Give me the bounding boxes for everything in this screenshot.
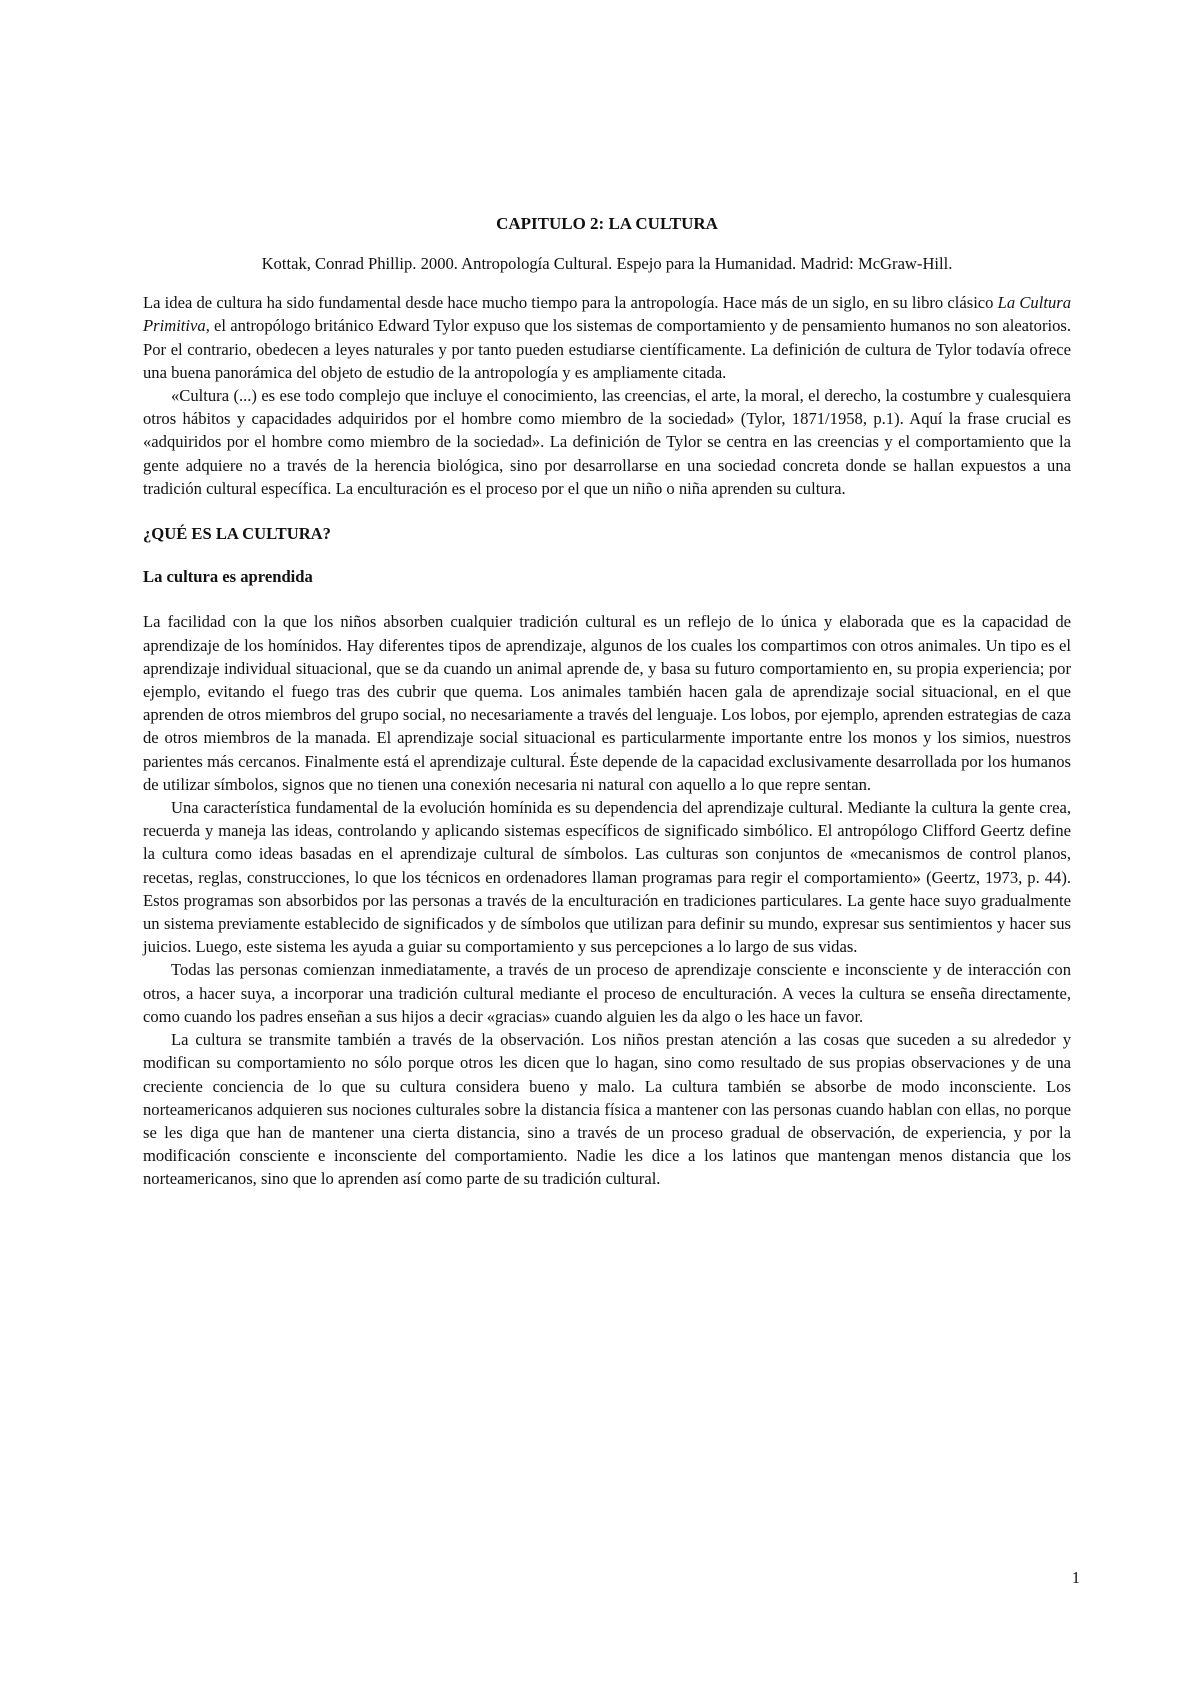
body-paragraph-2: Una característica fundamental de la evolución homínida es su dependencia del aprendizaje cultural. Mediante la cultura la gente crea, recuerda y maneja las ideas, controlando y aplicando sistemas específicos de significado simbólico. El antropólogo Clifford Geertz define la cultura como ideas basadas en el aprendizaje cultural de símbolos. Las culturas son conjuntos de «mecanismos de control planos, recetas, reglas, construcciones, lo que los técnicos en ordenadores llaman programas para regir el comportamiento» (Geertz, 1973, p. 44). Estos programas son absorbidos por las personas a través de la enculturación en tradiciones particulares. La gente hace suyo gradualmente un sistema previamente establecido de significados y de símbolos que utilizan para definir su mundo, expresar sus sentimientos y hacer sus juicios. Luego, este sistema les ayuda a guiar su comportamiento y sus percepciones a lo largo de sus vidas. (143, 798, 1071, 957)
body-paragraph-4: La cultura se transmite también a través de la observación. Los niños prestan atención a las cosas que suceden a su alrededor y modifican su comportamiento no sólo porque otros les dicen que lo hagan, sino como resultado de sus propias observaciones y de una creciente conciencia de lo que su cultura considera bueno y malo. La cultura también se absorbe de modo inconsciente. Los norteamericanos adquieren sus nociones culturales sobre la distancia física a mantener con las personas cuando hablan con ellas, no porque se les diga que han de mantener una cierta distancia, sino a través de un proceso gradual de observación, de experiencia, y por la modificación consciente e inconsciente del comportamiento. Nadie les dice a los latinos que mantengan menos distancia que los norteamericanos, sino que lo aprenden así como parte de su tradición cultural. (143, 1030, 1071, 1189)
body-paragraph-1: La facilidad con la que los niños absorben cualquier tradición cultural es un reflejo de lo única y elaborada que es la capacidad de aprendizaje de los homínidos. Hay diferentes tipos de aprendizaje, algunos de los cuales los compartimos con otros animales. Un tipo es el aprendizaje individual situacional, que se da cuando un animal aprende de, y basa su futuro comportamiento en, su propia experiencia; por ejemplo, evitando el fuego tras des cubrir que quema. Los animales también hacen gala de aprendizaje social situacional, en el que aprenden de otros miembros del grupo social, no necesariamente a través del lenguaje. Los lobos, por ejemplo, aprenden estrategias de caza de otros miembros de la manada. El aprendizaje social situacional es particularmente importante entre los monos y los simios, nuestros parientes más cercanos. Finalmente está el aprendizaje cultural. Éste depende de la capacidad exclusivamente desarrollada por los humanos de utilizar símbolos, signos que no tienen una conexión necesaria ni natural con aquello a lo que repre sentan. (143, 612, 1071, 794)
page-number: 1 (1071, 1568, 1080, 1587)
intro-paragraph-2: «Cultura (...) es ese todo complejo que incluye el conocimiento, las creencias, el arte, la moral, el derecho, la costumbre y cualesquiera otros hábitos y capacidades adquiridos por el hombre como miembro de la sociedad» (Tylor, 1871/1958, p.1). Aquí la frase crucial es «adquiridos por el hombre como miembro de la sociedad». La definición de Tylor se centra en las creencias y el comportamiento que la gente adquiere no a través de la herencia biológica, sino por desarrollarse en una sociedad concreta donde se hallan expuestos a una tradición cultural específica. La enculturación es el proceso por el que un niño o niña aprenden su cultura. (143, 386, 1071, 498)
bibliographic-citation: Kottak, Conrad Phillip. 2000. Antropología Cultural. Espejo para la Humanidad. Madrid: McGraw-Hill. (261, 254, 953, 273)
section-heading: ¿QUÉ ES LA CULTURA? (143, 524, 331, 544)
subsection-heading: La cultura es aprendida (143, 567, 313, 587)
body-paragraph-3: Todas las personas comienzan inmediatamente, a través de un proceso de aprendizaje consciente e inconsciente y de interacción con otros, a hacer suya, a incorporar una tradición cultural mediante el proceso de enculturación. A veces la cultura se enseña directamente, como cuando los padres enseñan a sus hijos a decir «gracias» cuando alguien les da algo o les hace un favor. (143, 960, 1071, 1026)
intro-paragraph-1 (143, 291, 1071, 384)
chapter-title: CAPITULO 2: LA CULTURA (496, 214, 718, 233)
intro-paragraph-1-end: , el antropólogo británico Edward Tylor expuso que los sistemas de comportamiento y de pensamiento humanos no son aleatorios. Por el contrario, obedecen a leyes naturales y por tanto pueden estudiarse científicamente. La definición de cultura de Tylor todavía ofrece una buena panorámica del objeto de estudio de la antropología y es ampliamente citada. (143, 316, 1071, 382)
book-title-italic: La Cultura Primitiva (143, 293, 1072, 336)
intro-paragraph-1-start: La idea de cultura ha sido fundamental desde hace mucho tiempo para la antropología. Hace más de un siglo, en su libro clásico (143, 293, 998, 313)
page-content (143, 212, 1071, 1191)
